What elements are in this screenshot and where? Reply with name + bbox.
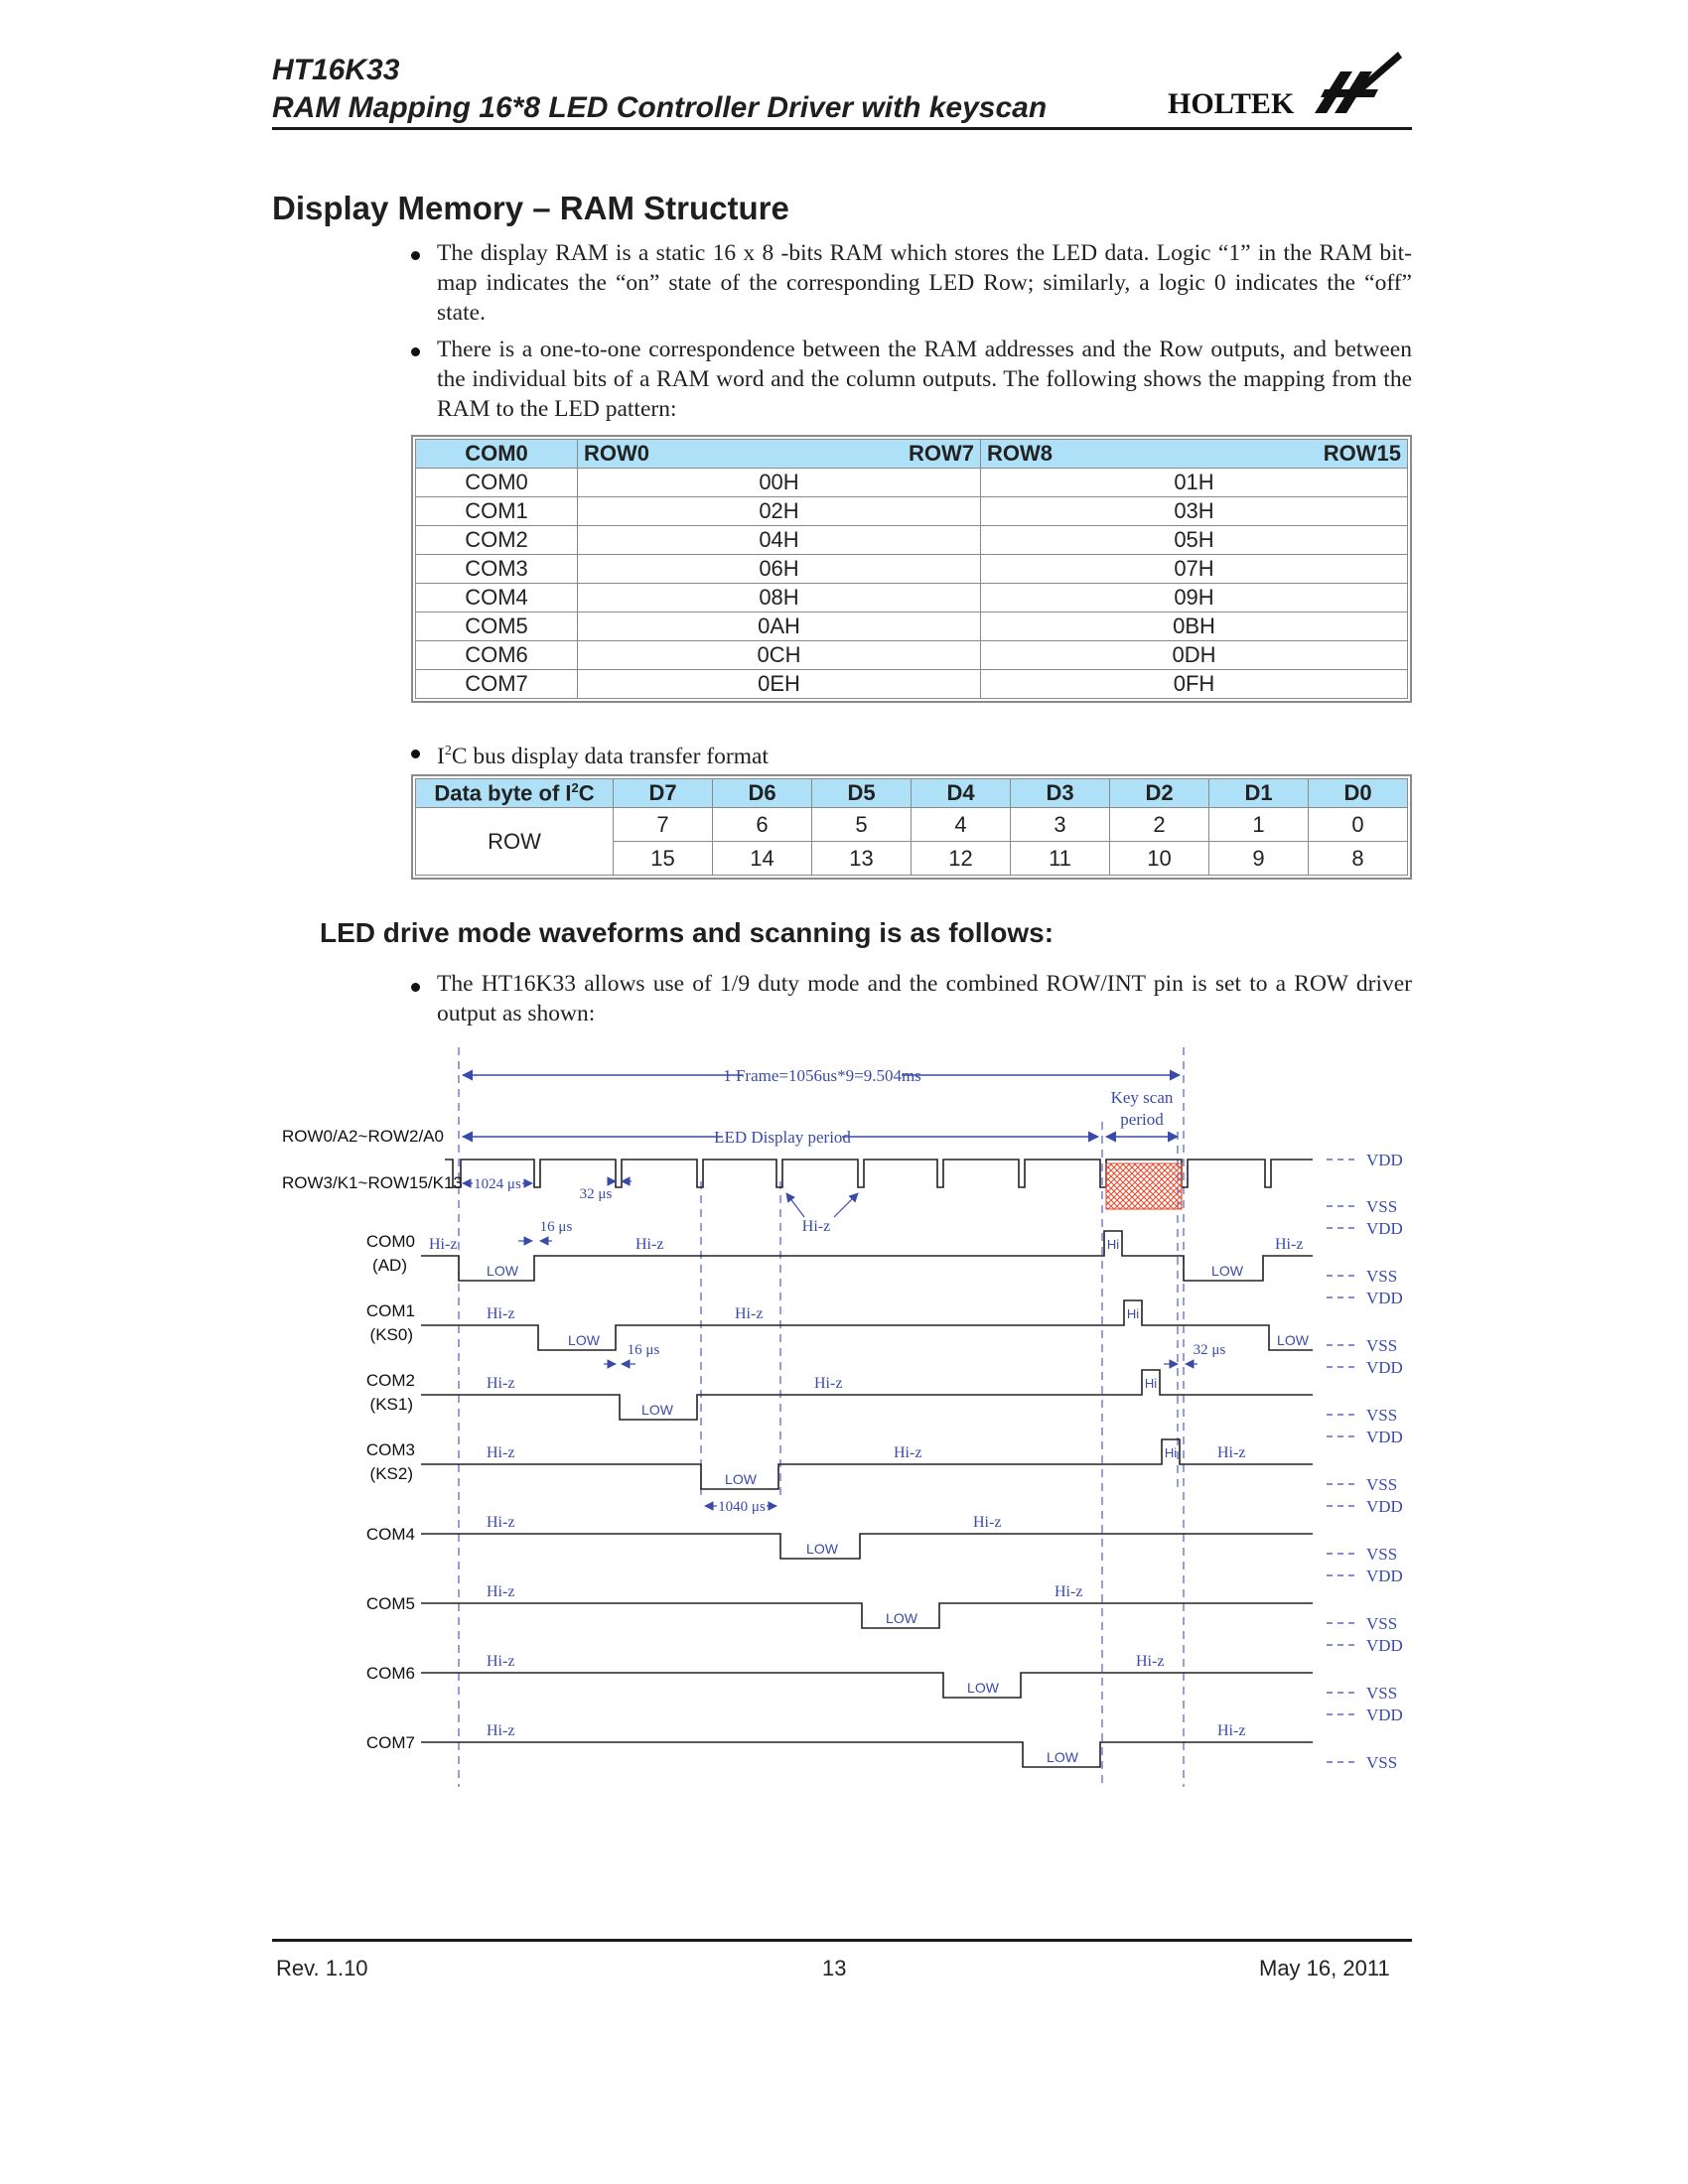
header-bit: D3 xyxy=(1011,779,1110,808)
logo-text: HOLTEK xyxy=(1168,87,1295,120)
hiz-label: Hi-z xyxy=(487,1722,515,1739)
table-cell: COM7 xyxy=(416,670,578,699)
table-cell: 10 xyxy=(1110,842,1209,876)
bullet-dot xyxy=(411,750,420,758)
vss-label: VSS xyxy=(1366,1684,1398,1703)
com2-sub: (KS1) xyxy=(369,1395,413,1414)
hiz-label: Hi-z xyxy=(635,1236,664,1253)
hiz-label: Hi-z xyxy=(487,1444,515,1461)
keyscan-label-2: period xyxy=(1120,1110,1164,1129)
hiz-label: Hi-z xyxy=(814,1375,843,1392)
table-cell: 0BH xyxy=(981,613,1408,641)
table-row xyxy=(416,808,1408,842)
com4-waveform xyxy=(421,1534,1313,1559)
table-cell: 6 xyxy=(713,808,812,842)
table-cell: 0DH xyxy=(981,641,1408,670)
table-cell: 03H xyxy=(981,497,1408,526)
led-period-label: LED Display period xyxy=(714,1128,851,1147)
i2c-sup: 2 xyxy=(444,744,452,758)
hiz-label: Hi-z xyxy=(487,1514,515,1531)
guide-lines xyxy=(459,1047,1184,1787)
header-row8-row15 xyxy=(981,440,1408,469)
table-cell: 06H xyxy=(578,555,981,584)
subsection-title: LED drive mode waveforms and scanning is as follows: xyxy=(320,917,1055,948)
waveform-diagram xyxy=(0,1032,1688,1797)
doc-title: HT16K33 xyxy=(272,54,400,86)
vss-label: VSS xyxy=(1366,1267,1398,1286)
com4-label: COM4 xyxy=(365,1525,415,1544)
hiz-label: Hi-z xyxy=(735,1305,764,1322)
hiz-label: Hi-z xyxy=(1275,1236,1304,1253)
table-cell: 0 xyxy=(1309,808,1408,842)
vdd-label: VDD xyxy=(1366,1289,1403,1307)
table-row xyxy=(416,584,1408,613)
com6-label: COM6 xyxy=(365,1664,415,1683)
table-cell: 08H xyxy=(578,584,981,613)
footer-date: May 16, 2011 xyxy=(1259,1956,1390,1980)
com0-sub: (AD) xyxy=(372,1256,407,1275)
table-cell: 8 xyxy=(1309,842,1408,876)
table-header-row xyxy=(416,440,1408,469)
hi-label: Hi xyxy=(1164,1445,1178,1460)
hiz-label: Hi-z xyxy=(1055,1583,1083,1600)
low-label: LOW xyxy=(1277,1332,1309,1348)
header-row0: ROW0 xyxy=(584,441,649,466)
vss-label: VSS xyxy=(1366,1475,1398,1494)
table-cell: 09H xyxy=(981,584,1408,613)
vss-label: VSS xyxy=(1366,1406,1398,1425)
table-cell: COM4 xyxy=(416,584,578,613)
hiz-label: Hi-z xyxy=(1136,1653,1165,1670)
table-row xyxy=(416,469,1408,497)
table-cell: 15 xyxy=(614,842,713,876)
i2c-data-table xyxy=(411,774,1412,880)
vss-label: VSS xyxy=(1366,1545,1398,1564)
table-cell: COM0 xyxy=(416,469,578,497)
waveform-bullet: The HT16K33 allows use of 1/9 duty mode and the combined ROW/INT pin is set to a ROW driver output as shown: xyxy=(437,971,1412,1026)
header-bit: D2 xyxy=(1110,779,1209,808)
vss-label: VSS xyxy=(1366,1753,1398,1772)
header-com: COM0 xyxy=(416,440,578,469)
table-row xyxy=(416,613,1408,641)
com1-waveform xyxy=(421,1300,1313,1350)
table-cell: 02H xyxy=(578,497,981,526)
header-row7: ROW7 xyxy=(909,441,974,466)
t16a: 16 μs xyxy=(539,1219,573,1235)
com7-waveform xyxy=(421,1742,1313,1767)
header-data-byte: Data byte of $I^2C$ xyxy=(416,779,614,808)
table-cell: 05H xyxy=(981,526,1408,555)
table-cell: COM1 xyxy=(416,497,578,526)
table-cell: 7 xyxy=(614,808,713,842)
com7-label: COM7 xyxy=(365,1733,415,1752)
low-label: LOW xyxy=(725,1471,757,1487)
header-row15: ROW15 xyxy=(1323,441,1401,466)
header-bit: D4 xyxy=(912,779,1011,808)
keyscan-label-1: Key scan xyxy=(1110,1088,1174,1107)
t1024: 1024 μs xyxy=(474,1176,521,1192)
section-title: Display Memory – RAM Structure xyxy=(272,190,789,226)
doc-subtitle: RAM Mapping 16*8 LED Controller Driver with keyscan xyxy=(272,91,1048,124)
header-bit: D6 xyxy=(713,779,812,808)
low-label: LOW xyxy=(806,1541,838,1557)
hi-label: Hi xyxy=(1144,1376,1158,1391)
row-waveform xyxy=(445,1160,1313,1187)
hiz-label: Hi-z xyxy=(487,1653,515,1670)
table-cell: COM6 xyxy=(416,641,578,670)
vdd-label: VDD xyxy=(1366,1151,1403,1169)
com5-waveform xyxy=(421,1603,1313,1628)
hiz-label: Hi-z xyxy=(1217,1722,1246,1739)
i2c-prefix: I xyxy=(437,743,445,769)
hi-label: Hi xyxy=(1106,1237,1120,1252)
row-hiz: Hi-z xyxy=(801,1218,831,1235)
header-bit: D7 xyxy=(614,779,713,808)
table-cell: 12 xyxy=(912,842,1011,876)
table-cell: 01H xyxy=(981,469,1408,497)
table-cell: 9 xyxy=(1209,842,1309,876)
table-cell: 04H xyxy=(578,526,981,555)
table-cell: 13 xyxy=(812,842,912,876)
header-bit: D0 xyxy=(1309,779,1408,808)
table-cell: 3 xyxy=(1011,808,1110,842)
low-label: LOW xyxy=(568,1332,600,1348)
vss-label: VSS xyxy=(1366,1614,1398,1633)
table-cell: 07H xyxy=(981,555,1408,584)
com3-waveform xyxy=(421,1439,1313,1489)
vdd-label: VDD xyxy=(1366,1567,1403,1585)
com1-label: COM1 xyxy=(365,1301,415,1320)
table-row xyxy=(416,526,1408,555)
table-cell: 5 xyxy=(812,808,912,842)
table-row xyxy=(416,555,1408,584)
low-label: LOW xyxy=(886,1610,917,1626)
ram-mapping-table xyxy=(411,435,1412,703)
low-label: LOW xyxy=(641,1402,673,1418)
hiz-label: Hi-z xyxy=(894,1444,922,1461)
t16b: 16 μs xyxy=(627,1342,660,1358)
table-cell: 11 xyxy=(1011,842,1110,876)
vss-label: VSS xyxy=(1366,1336,1398,1355)
t1040: 1040 μs xyxy=(718,1499,766,1515)
table-cell: COM5 xyxy=(416,613,578,641)
header-row8: ROW8 xyxy=(987,441,1053,466)
footer-rev: Rev. 1.10 xyxy=(276,1956,368,1980)
table-cell: 1 xyxy=(1209,808,1309,842)
footer-rule xyxy=(272,1939,1412,1942)
hi-label: Hi xyxy=(1126,1306,1140,1321)
i2c-bullet xyxy=(437,737,1033,771)
low-label: LOW xyxy=(1047,1749,1078,1765)
footer-page: 13 xyxy=(822,1956,847,1980)
table-cell: 0CH xyxy=(578,641,981,670)
com2-waveform xyxy=(421,1370,1313,1420)
table-cell: 0EH xyxy=(578,670,981,699)
bullet-dot xyxy=(411,983,420,992)
com0-label: COM0 xyxy=(365,1232,415,1251)
table-cell: 00H xyxy=(578,469,981,497)
frame-label: 1 Frame=1056us*9=9.504ms xyxy=(723,1066,921,1085)
low-label: LOW xyxy=(487,1263,518,1279)
vdd-label: VDD xyxy=(1366,1219,1403,1238)
table-cell: 2 xyxy=(1110,808,1209,842)
i2c-rest: C bus display data transfer format xyxy=(451,743,769,769)
bullet-dot xyxy=(411,347,420,356)
table-row xyxy=(416,641,1408,670)
com3-sub: (KS2) xyxy=(369,1464,413,1483)
bullet-1: The display RAM is a static 16 x 8 -bits RAM which stores the LED data. Logic “1” in the RAM bit-map indicates the “on” state of the corresponding LED Row; similarly, a logic 0 indicates the “off” state. xyxy=(437,240,1412,326)
table-cell: 4 xyxy=(912,808,1011,842)
holtek-logo xyxy=(1166,42,1424,131)
t32b: 32 μs xyxy=(1193,1342,1226,1358)
com2-label: COM2 xyxy=(365,1371,415,1390)
hiz-label: Hi-z xyxy=(973,1514,1002,1531)
table-row xyxy=(416,497,1408,526)
table-cell: COM2 xyxy=(416,526,578,555)
com5-label: COM5 xyxy=(365,1594,415,1613)
bullet-2: There is a one-to-one correspondence between the RAM addresses and the Row outputs, and between the individual bits of a RAM word and the column outputs. The following shows the mapping from the RAM to the LED pattern: xyxy=(437,337,1412,422)
vdd-label: VDD xyxy=(1366,1636,1403,1655)
table-cell: COM3 xyxy=(416,555,578,584)
hiz-label: Hi-z xyxy=(429,1236,458,1253)
table-cell: 0AH xyxy=(578,613,981,641)
vdd-label: VDD xyxy=(1366,1497,1403,1516)
com3-label: COM3 xyxy=(365,1440,415,1459)
com1-sub: (KS0) xyxy=(369,1325,413,1344)
hiz-label: Hi-z xyxy=(487,1583,515,1600)
hiz-label: Hi-z xyxy=(1217,1444,1246,1461)
table-header-row xyxy=(416,779,1408,808)
low-label: LOW xyxy=(967,1680,999,1696)
t32a: 32 μs xyxy=(579,1186,613,1202)
table-row xyxy=(416,670,1408,699)
table-cell: 0FH xyxy=(981,670,1408,699)
row-label: ROW xyxy=(416,808,614,876)
vdd-label: VDD xyxy=(1366,1706,1403,1724)
row-label-2: ROW3/K1~ROW15/K13 xyxy=(282,1173,463,1192)
com6-waveform xyxy=(421,1673,1313,1698)
header-row0-row7 xyxy=(578,440,981,469)
hiz-label: Hi-z xyxy=(487,1375,515,1392)
vdd-label: VDD xyxy=(1366,1358,1403,1377)
hiz-label: Hi-z xyxy=(487,1305,515,1322)
keyscan-hatch xyxy=(1106,1163,1182,1209)
header-bit: D5 xyxy=(812,779,912,808)
table-cell: 14 xyxy=(713,842,812,876)
row-label-1: ROW0/A2~ROW2/A0 xyxy=(282,1127,444,1146)
header-bit: D1 xyxy=(1209,779,1309,808)
vss-label: VSS xyxy=(1366,1197,1398,1216)
vdd-label: VDD xyxy=(1366,1428,1403,1446)
bullet-dot xyxy=(411,251,420,260)
low-label: LOW xyxy=(1211,1263,1243,1279)
com0-waveform xyxy=(421,1231,1313,1281)
